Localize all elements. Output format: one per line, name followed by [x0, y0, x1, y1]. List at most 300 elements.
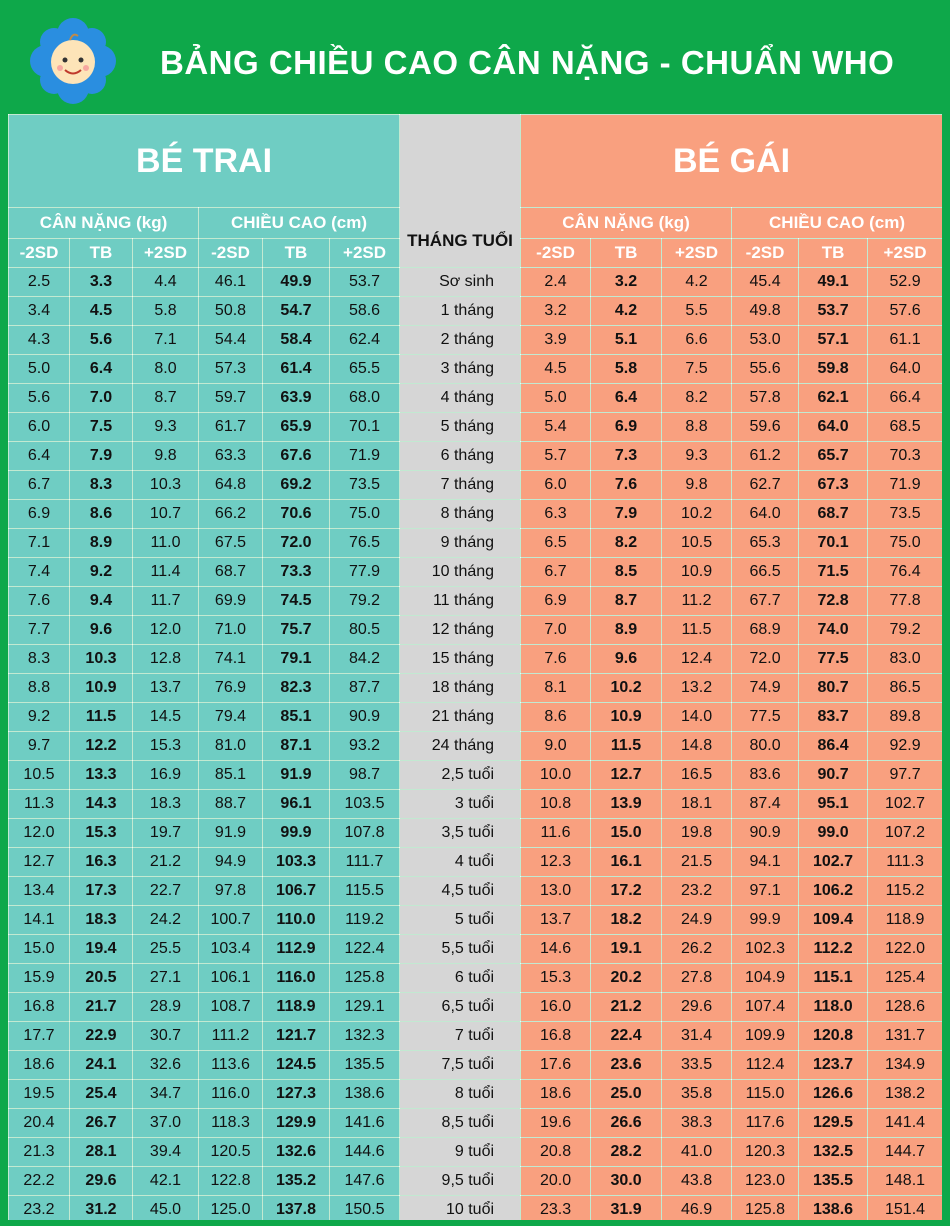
table-cell: 102.7	[799, 848, 868, 877]
table-cell: 7.1	[133, 326, 199, 355]
table-cell: 10.3	[133, 471, 199, 500]
age-cell: 4,5 tuổi	[400, 877, 521, 906]
table-cell: 135.5	[799, 1167, 868, 1196]
table-cell: 5.7	[521, 442, 591, 471]
table-cell: 31.9	[591, 1196, 662, 1221]
table-cell: 8.9	[70, 529, 133, 558]
table-cell: 106.1	[199, 964, 263, 993]
table-cell: 100.7	[199, 906, 263, 935]
table-cell: 106.2	[799, 877, 868, 906]
table-cell: 53.0	[732, 326, 799, 355]
age-cell: 3,5 tuổi	[400, 819, 521, 848]
boy-group-header: BÉ TRAI	[9, 115, 400, 208]
table-cell: 141.4	[868, 1109, 942, 1138]
table-cell: 30.7	[133, 1022, 199, 1051]
table-cell: 14.8	[662, 732, 732, 761]
table-cell: 77.8	[868, 587, 942, 616]
table-cell: 8.6	[70, 500, 133, 529]
table-row	[9, 819, 943, 848]
table-cell: 3.9	[521, 326, 591, 355]
table-row	[9, 384, 943, 413]
table-cell: 34.7	[133, 1080, 199, 1109]
table-cell: 66.5	[732, 558, 799, 587]
table-cell: 26.6	[591, 1109, 662, 1138]
table-cell: 138.2	[868, 1080, 942, 1109]
table-cell: 6.0	[9, 413, 70, 442]
table-row	[9, 674, 943, 703]
table-cell: 9.0	[521, 732, 591, 761]
table-cell: 7.3	[591, 442, 662, 471]
table-cell: 7.6	[9, 587, 70, 616]
table-cell: 4.2	[662, 268, 732, 297]
table-cell: 62.4	[330, 326, 400, 355]
table-cell: 73.3	[263, 558, 330, 587]
table-cell: 4.3	[9, 326, 70, 355]
table-cell: 6.7	[521, 558, 591, 587]
table-cell: 109.4	[799, 906, 868, 935]
sd-header: TB	[70, 239, 133, 268]
table-cell: 11.4	[133, 558, 199, 587]
table-cell: 8.3	[70, 471, 133, 500]
table-cell: 16.8	[9, 993, 70, 1022]
table-cell: 45.0	[133, 1196, 199, 1221]
table-cell: 25.5	[133, 935, 199, 964]
table-cell: 14.3	[70, 790, 133, 819]
table-cell: 113.6	[199, 1051, 263, 1080]
table-cell: 43.8	[662, 1167, 732, 1196]
table-cell: 11.5	[591, 732, 662, 761]
table-cell: 115.5	[330, 877, 400, 906]
sd-header: TB	[591, 239, 662, 268]
growth-chart-table	[8, 114, 942, 1220]
table-cell: 19.8	[662, 819, 732, 848]
table-cell: 84.2	[330, 645, 400, 674]
age-cell: 4 tháng	[400, 384, 521, 413]
table-cell: 22.2	[9, 1167, 70, 1196]
table-cell: 80.0	[732, 732, 799, 761]
table-cell: 103.5	[330, 790, 400, 819]
table-cell: 10.9	[70, 674, 133, 703]
table-cell: 7.5	[70, 413, 133, 442]
boy-weight-header: CÂN NẶNG (kg)	[9, 208, 199, 239]
table-cell: 21.2	[133, 848, 199, 877]
table-cell: 103.4	[199, 935, 263, 964]
table-cell: 115.0	[732, 1080, 799, 1109]
table-cell: 96.1	[263, 790, 330, 819]
table-cell: 3.2	[521, 297, 591, 326]
table-cell: 109.9	[732, 1022, 799, 1051]
table-cell: 22.4	[591, 1022, 662, 1051]
table-cell: 120.8	[799, 1022, 868, 1051]
table-cell: 95.1	[799, 790, 868, 819]
sd-header: +2SD	[662, 239, 732, 268]
table-cell: 8.2	[591, 529, 662, 558]
table-cell: 20.2	[591, 964, 662, 993]
table-cell: 25.0	[591, 1080, 662, 1109]
table-cell: 5.0	[9, 355, 70, 384]
table-cell: 5.0	[521, 384, 591, 413]
table-cell: 19.6	[521, 1109, 591, 1138]
table-cell: 15.0	[9, 935, 70, 964]
table-row	[9, 906, 943, 935]
table-row	[9, 558, 943, 587]
age-cell: 4 tuổi	[400, 848, 521, 877]
table-cell: 144.7	[868, 1138, 942, 1167]
table-cell: 86.4	[799, 732, 868, 761]
table-row	[9, 964, 943, 993]
table-cell: 18.6	[521, 1080, 591, 1109]
table-cell: 16.3	[70, 848, 133, 877]
sd-header: TB	[799, 239, 868, 268]
age-cell: 9 tuổi	[400, 1138, 521, 1167]
table-cell: 38.3	[662, 1109, 732, 1138]
table-cell: 64.8	[199, 471, 263, 500]
table-cell: 11.3	[9, 790, 70, 819]
table-row	[9, 587, 943, 616]
table-row	[9, 500, 943, 529]
table-cell: 20.5	[70, 964, 133, 993]
age-cell: 6,5 tuổi	[400, 993, 521, 1022]
table-cell: 6.9	[591, 413, 662, 442]
table-cell: 14.5	[133, 703, 199, 732]
table-cell: 9.6	[591, 645, 662, 674]
table-cell: 8.5	[591, 558, 662, 587]
table-cell: 123.0	[732, 1167, 799, 1196]
table-cell: 6.9	[9, 500, 70, 529]
table-cell: 14.6	[521, 935, 591, 964]
table-cell: 72.0	[263, 529, 330, 558]
table-cell: 110.0	[263, 906, 330, 935]
table-cell: 74.9	[732, 674, 799, 703]
table-cell: 7.9	[591, 500, 662, 529]
table-cell: 107.4	[732, 993, 799, 1022]
table-cell: 8.8	[662, 413, 732, 442]
table-row	[9, 1196, 943, 1221]
table-row	[9, 993, 943, 1022]
table-cell: 112.4	[732, 1051, 799, 1080]
table-cell: 13.0	[521, 877, 591, 906]
table-body	[9, 268, 943, 1221]
table-cell: 97.7	[868, 761, 942, 790]
table-cell: 65.9	[263, 413, 330, 442]
table-cell: 61.4	[263, 355, 330, 384]
table-cell: 72.8	[799, 587, 868, 616]
table-cell: 91.9	[199, 819, 263, 848]
table-row	[9, 877, 943, 906]
table-cell: 12.2	[70, 732, 133, 761]
table-cell: 64.0	[868, 355, 942, 384]
table-cell: 72.0	[732, 645, 799, 674]
table-cell: 63.9	[263, 384, 330, 413]
table-cell: 49.8	[732, 297, 799, 326]
table-cell: 76.9	[199, 674, 263, 703]
table-cell: 11.5	[662, 616, 732, 645]
table-cell: 10.3	[70, 645, 133, 674]
table-cell: 6.3	[521, 500, 591, 529]
table-row	[9, 761, 943, 790]
table-cell: 15.3	[521, 964, 591, 993]
table-cell: 65.5	[330, 355, 400, 384]
table-cell: 70.3	[868, 442, 942, 471]
table-cell: 67.7	[732, 587, 799, 616]
table-cell: 107.8	[330, 819, 400, 848]
table-cell: 144.6	[330, 1138, 400, 1167]
table-cell: 94.9	[199, 848, 263, 877]
table-cell: 27.8	[662, 964, 732, 993]
table-cell: 10.9	[662, 558, 732, 587]
age-cell: Sơ sinh	[400, 268, 521, 297]
table-cell: 18.1	[662, 790, 732, 819]
table-cell: 8.2	[662, 384, 732, 413]
table-cell: 11.7	[133, 587, 199, 616]
table-cell: 53.7	[799, 297, 868, 326]
table-cell: 29.6	[70, 1167, 133, 1196]
table-cell: 8.1	[521, 674, 591, 703]
girl-weight-header: CÂN NẶNG (kg)	[521, 208, 732, 239]
table-cell: 12.0	[133, 616, 199, 645]
page-title: BẢNG CHIỀU CAO CÂN NẶNG - CHUẨN WHO	[160, 44, 895, 81]
table-row	[9, 1109, 943, 1138]
age-cell: 2,5 tuổi	[400, 761, 521, 790]
table-cell: 76.5	[330, 529, 400, 558]
table-row	[9, 413, 943, 442]
sd-header: +2SD	[133, 239, 199, 268]
age-cell: 10 tuổi	[400, 1196, 521, 1221]
table-cell: 26.2	[662, 935, 732, 964]
table-cell: 90.7	[799, 761, 868, 790]
table-cell: 25.4	[70, 1080, 133, 1109]
age-cell: 7 tháng	[400, 471, 521, 500]
table-cell: 120.3	[732, 1138, 799, 1167]
table-cell: 18.2	[591, 906, 662, 935]
table-cell: 9.6	[70, 616, 133, 645]
table-cell: 135.2	[263, 1167, 330, 1196]
table-cell: 31.2	[70, 1196, 133, 1221]
table-row	[9, 703, 943, 732]
table-cell: 4.5	[521, 355, 591, 384]
table-cell: 24.1	[70, 1051, 133, 1080]
table-cell: 131.7	[868, 1022, 942, 1051]
table-cell: 5.4	[521, 413, 591, 442]
table-cell: 6.4	[591, 384, 662, 413]
table-cell: 29.6	[662, 993, 732, 1022]
table-cell: 6.0	[521, 471, 591, 500]
table-cell: 13.7	[133, 674, 199, 703]
growth-chart-table-container	[8, 114, 942, 1220]
table-cell: 83.6	[732, 761, 799, 790]
table-row	[9, 645, 943, 674]
girl-group-header: BÉ GÁI	[521, 115, 942, 208]
table-cell: 10.5	[9, 761, 70, 790]
table-cell: 98.7	[330, 761, 400, 790]
table-cell: 11.6	[521, 819, 591, 848]
table-cell: 67.5	[199, 529, 263, 558]
age-cell: 6 tháng	[400, 442, 521, 471]
table-cell: 54.4	[199, 326, 263, 355]
table-cell: 62.7	[732, 471, 799, 500]
table-cell: 65.7	[799, 442, 868, 471]
table-cell: 97.1	[732, 877, 799, 906]
table-cell: 57.3	[199, 355, 263, 384]
table-cell: 59.6	[732, 413, 799, 442]
table-cell: 39.4	[133, 1138, 199, 1167]
table-cell: 64.0	[799, 413, 868, 442]
table-cell: 74.5	[263, 587, 330, 616]
sd-header: -2SD	[732, 239, 799, 268]
table-cell: 18.3	[70, 906, 133, 935]
table-row	[9, 616, 943, 645]
table-cell: 129.9	[263, 1109, 330, 1138]
table-cell: 73.5	[330, 471, 400, 500]
table-cell: 115.2	[868, 877, 942, 906]
table-cell: 73.5	[868, 500, 942, 529]
table-cell: 59.8	[799, 355, 868, 384]
table-cell: 123.7	[799, 1051, 868, 1080]
table-cell: 37.0	[133, 1109, 199, 1138]
table-cell: 9.2	[70, 558, 133, 587]
table-cell: 85.1	[263, 703, 330, 732]
table-cell: 91.9	[263, 761, 330, 790]
table-cell: 87.4	[732, 790, 799, 819]
table-row	[9, 529, 943, 558]
table-cell: 5.8	[133, 297, 199, 326]
table-cell: 15.0	[591, 819, 662, 848]
girl-height-header: CHIỀU CAO (cm)	[732, 208, 942, 239]
table-cell: 106.7	[263, 877, 330, 906]
table-cell: 104.9	[732, 964, 799, 993]
sd-header: -2SD	[199, 239, 263, 268]
table-cell: 59.7	[199, 384, 263, 413]
table-cell: 16.8	[521, 1022, 591, 1051]
age-column-header: THÁNG TUỔI	[400, 115, 521, 268]
table-cell: 5.8	[591, 355, 662, 384]
table-cell: 151.4	[868, 1196, 942, 1221]
table-cell: 23.3	[521, 1196, 591, 1221]
table-cell: 17.3	[70, 877, 133, 906]
table-cell: 23.6	[591, 1051, 662, 1080]
table-cell: 26.7	[70, 1109, 133, 1138]
table-cell: 3.3	[70, 268, 133, 297]
table-cell: 71.5	[799, 558, 868, 587]
table-cell: 7.5	[662, 355, 732, 384]
table-cell: 129.1	[330, 993, 400, 1022]
table-cell: 86.5	[868, 674, 942, 703]
table-cell: 93.2	[330, 732, 400, 761]
age-cell: 24 tháng	[400, 732, 521, 761]
table-cell: 42.1	[133, 1167, 199, 1196]
table-cell: 68.5	[868, 413, 942, 442]
age-cell: 8 tuổi	[400, 1080, 521, 1109]
table-cell: 58.6	[330, 297, 400, 326]
table-cell: 97.8	[199, 877, 263, 906]
sd-header: -2SD	[9, 239, 70, 268]
table-cell: 118.9	[868, 906, 942, 935]
table-cell: 5.6	[70, 326, 133, 355]
table-cell: 132.6	[263, 1138, 330, 1167]
table-cell: 12.7	[591, 761, 662, 790]
table-cell: 88.7	[199, 790, 263, 819]
table-cell: 125.0	[199, 1196, 263, 1221]
table-cell: 57.1	[799, 326, 868, 355]
table-cell: 20.8	[521, 1138, 591, 1167]
age-cell: 9,5 tuổi	[400, 1167, 521, 1196]
table-cell: 10.5	[662, 529, 732, 558]
table-row	[9, 326, 943, 355]
table-cell: 68.0	[330, 384, 400, 413]
table-cell: 28.1	[70, 1138, 133, 1167]
table-cell: 58.4	[263, 326, 330, 355]
table-row	[9, 1022, 943, 1051]
table-cell: 11.0	[133, 529, 199, 558]
table-cell: 69.9	[199, 587, 263, 616]
table-cell: 7.0	[521, 616, 591, 645]
table-cell: 28.9	[133, 993, 199, 1022]
table-cell: 83.7	[799, 703, 868, 732]
sd-header: +2SD	[330, 239, 400, 268]
table-cell: 137.8	[263, 1196, 330, 1221]
table-cell: 17.6	[521, 1051, 591, 1080]
table-cell: 45.4	[732, 268, 799, 297]
table-row	[9, 1167, 943, 1196]
table-cell: 49.1	[799, 268, 868, 297]
age-cell: 9 tháng	[400, 529, 521, 558]
table-cell: 10.2	[662, 500, 732, 529]
table-cell: 108.7	[199, 993, 263, 1022]
table-cell: 116.0	[199, 1080, 263, 1109]
table-cell: 111.3	[868, 848, 942, 877]
table-cell: 125.8	[330, 964, 400, 993]
table-cell: 111.2	[199, 1022, 263, 1051]
table-cell: 24.2	[133, 906, 199, 935]
table-cell: 81.0	[199, 732, 263, 761]
table-cell: 67.6	[263, 442, 330, 471]
table-cell: 23.2	[9, 1196, 70, 1221]
table-cell: 68.9	[732, 616, 799, 645]
table-cell: 27.1	[133, 964, 199, 993]
table-row	[9, 355, 943, 384]
table-cell: 70.1	[799, 529, 868, 558]
table-cell: 7.1	[9, 529, 70, 558]
table-cell: 19.7	[133, 819, 199, 848]
table-cell: 67.3	[799, 471, 868, 500]
table-cell: 7.6	[591, 471, 662, 500]
table-cell: 7.0	[70, 384, 133, 413]
table-cell: 6.6	[662, 326, 732, 355]
page-header	[0, 0, 950, 114]
table-cell: 79.2	[330, 587, 400, 616]
table-cell: 117.6	[732, 1109, 799, 1138]
table-cell: 102.7	[868, 790, 942, 819]
table-cell: 79.1	[263, 645, 330, 674]
table-cell: 76.4	[868, 558, 942, 587]
table-row	[9, 1138, 943, 1167]
table-cell: 17.2	[591, 877, 662, 906]
table-cell: 115.1	[799, 964, 868, 993]
table-cell: 50.8	[199, 297, 263, 326]
table-cell: 8.9	[591, 616, 662, 645]
table-cell: 8.7	[591, 587, 662, 616]
table-cell: 99.9	[263, 819, 330, 848]
table-cell: 14.0	[662, 703, 732, 732]
table-cell: 80.5	[330, 616, 400, 645]
table-cell: 112.2	[799, 935, 868, 964]
baby-face-flower-icon	[30, 18, 116, 104]
table-cell: 116.0	[263, 964, 330, 993]
table-cell: 30.0	[591, 1167, 662, 1196]
age-cell: 3 tuổi	[400, 790, 521, 819]
table-cell: 89.8	[868, 703, 942, 732]
table-cell: 57.6	[868, 297, 942, 326]
